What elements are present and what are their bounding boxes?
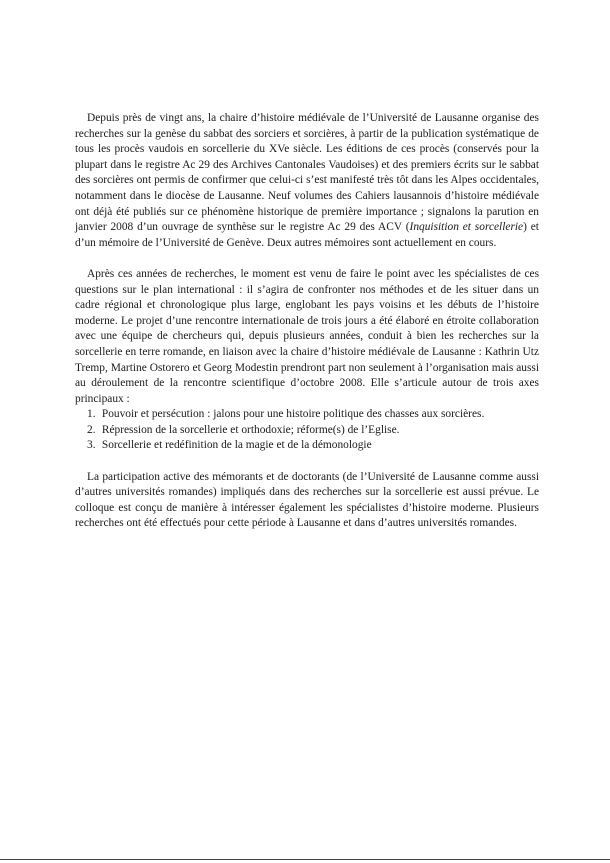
paragraph-intro <box>75 111 539 251</box>
list-item-number: 1. <box>87 408 96 421</box>
list-item-text: Répression de la sorcellerie et orthodoxie; réforme(s) de l’Eglise. <box>101 423 400 436</box>
body-text <box>75 111 539 548</box>
list-item <box>87 423 539 439</box>
axes-list <box>75 407 539 454</box>
paragraph-intro-end: ) et d’un mémoire de l’Université de Genève. Deux autres mémoires sont actuellement en cours. <box>75 221 539 249</box>
book-title: Inquisition et sorcellerie <box>409 221 524 234</box>
list-item <box>87 407 539 423</box>
page-bottom-border <box>0 859 610 860</box>
paragraph-intro-text: Depuis près de vingt ans, la chaire d’histoire médiévale de l’Université de Lausanne organise des recherches sur la genèse du sabbat des sorciers et sorcières, à partir de la publication systématique de tous les procès vaudois en sorcellerie du XVe siècle. Les éditions de ces procès (conservés pour la plupart dans le registre Ac 29 des Archives Cantonales Vaudoises) et des premiers écrits sur le sabbat des sorcières ont permis de confirmer que celui-ci s’est manifesté très tôt dans les Alpes occidentales, notamment dans le diocèse de Lausanne. Neuf volumes des Cahiers lausannois d’histoire médiévale ont déjà été publiés sur ce phénomène historique de première importance ; signalons la parution en janvier 2008 d’un ouvrage de synthèse sur le registre Ac 29 des ACV ( <box>75 112 539 234</box>
paragraph-project: Après ces années de recherches, le moment est venu de faire le point avec les spécialistes de ces questions sur le plan international : il s’agira de confronter nos méthodes et de les situer dans un cadre régional et chronologique plus large, englobant les pays voisins et les débuts de l’histoire moderne. Le projet d’une rencontre internationale de trois jours a été élaboré en étroite collaboration avec une équipe de chercheurs qui, depuis plusieurs années, conduit à bien les recherches sur la sorcellerie en terre romande, en liaison avec la chaire d’histoire médiévale de Lausanne : Kathrin Utz Tremp, Martine Ostorero et Georg Modestin prendront part non seulement à l’organisation mais aussi au déroulement de la rencontre scientifique d’octobre 2008. Elle s’articule autour de trois axes principaux : <box>75 267 539 405</box>
list-item-text: Pouvoir et persécution : jalons pour une histoire politique des chasses aux sorcières. <box>101 408 485 421</box>
list-item-number: 2. <box>87 423 96 436</box>
list-item <box>87 438 539 454</box>
paragraph-participation: La participation active des mémorants et de doctorants (de l’Université de Lausanne comme aussi d’autres universités romandes) impliqués dans des recherches sur la sorcellerie est aussi prévue. Le colloque est conçu de manière à intéresser également les spécialistes d’histoire moderne. Plusieurs recherches ont été effectués pour cette période à Lausanne et dans d’autres universités romandes. <box>75 470 539 530</box>
list-item-text: Sorcellerie et redéfinition de la magie et de la démonologie <box>101 439 372 452</box>
list-item-number: 3. <box>87 439 96 452</box>
